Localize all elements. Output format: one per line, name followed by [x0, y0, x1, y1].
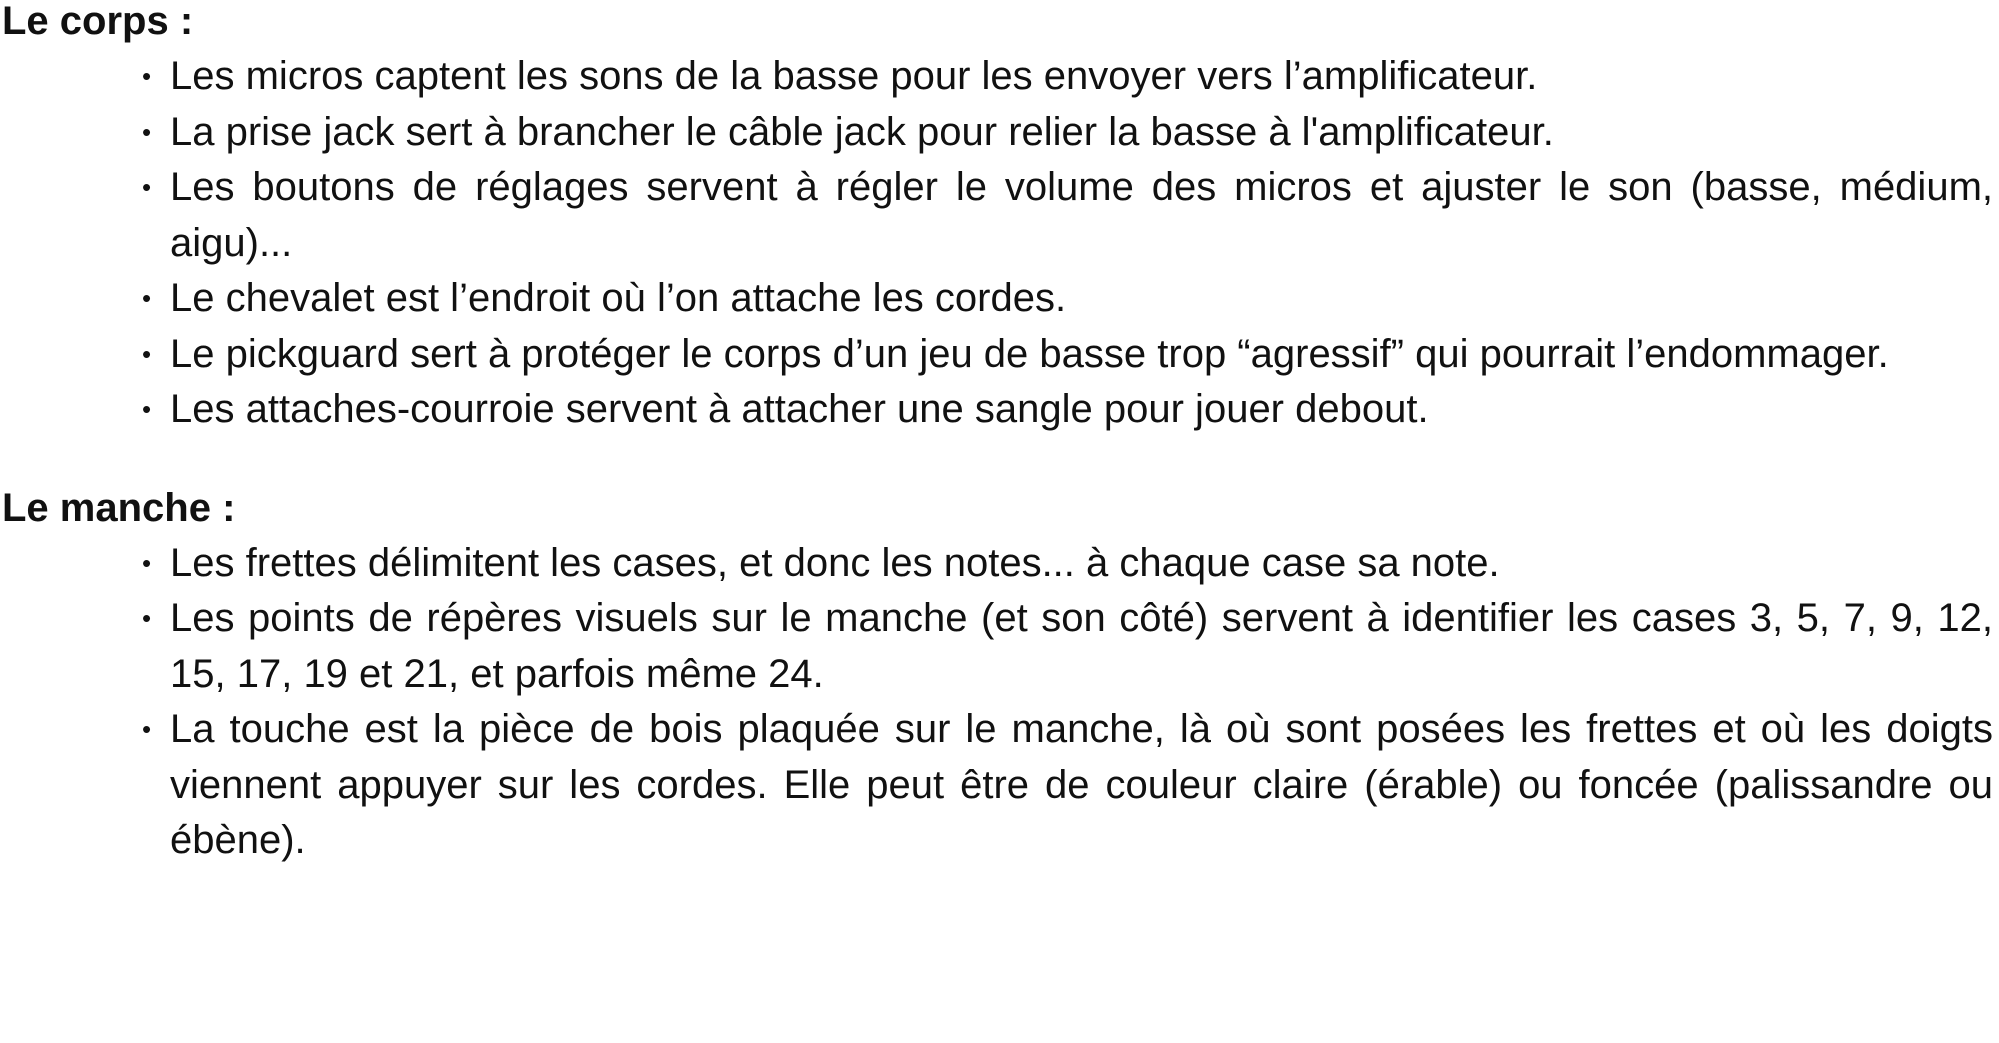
list-item [138, 327, 1993, 383]
list-item-text: La prise jack sert à brancher le câble jack pour relier la basse à l'amplificateur. [170, 109, 1554, 154]
list-item-text: Le chevalet est l’endroit où l’on attache les cordes. [170, 276, 1067, 320]
section-heading-corps: Le corps : [2, 0, 194, 43]
bullet-list-manche [138, 536, 1993, 869]
bullet-list-corps [138, 49, 1993, 438]
list-item [138, 160, 1993, 271]
list-item [138, 382, 1993, 438]
bullet-icon: • [142, 547, 152, 578]
bullet-icon: • [142, 61, 152, 91]
list-item [138, 49, 1993, 105]
bullet-icon: • [142, 394, 152, 424]
list-item [138, 536, 1993, 592]
list-item-text: Les points de répères visuels sur le manche (et son côté) servent à identifier les cases 3, 5, 7, 9, 12, 15, 17, 19 et 21, et parfois même 24. [170, 596, 1993, 696]
bullet-icon: • [142, 714, 152, 744]
bullet-icon: • [142, 172, 152, 202]
list-item-text: Les attaches-courroie servent à attacher une sangle pour jouer debout. [170, 387, 1429, 431]
list-item-text: Les micros captent les sons de la basse pour les envoyer vers l’amplificateur. [170, 54, 1538, 98]
list-item-text: Les boutons de réglages servent à régler le volume des micros et ajuster le son (basse, médium, aigu)... [170, 165, 1993, 265]
list-item [138, 271, 1993, 327]
bullet-icon: • [142, 603, 152, 633]
list-item-text: Le pickguard sert à protéger le corps d’un jeu de basse trop “agressif” qui pourrait l’endommager. [170, 331, 1889, 376]
list-item-text: La touche est la pièce de bois plaquée sur le manche, là où sont posées les frettes et où les doigts viennent appuyer sur les cordes. Elle peut être de couleur claire (érable) ou foncée (palissandre ou ébène). [170, 707, 1993, 862]
section-heading-manche: Le manche : [2, 485, 236, 530]
bullet-icon: • [142, 338, 152, 369]
list-item [138, 702, 1993, 869]
list-item [138, 591, 1993, 702]
bullet-icon: • [142, 283, 152, 313]
list-item [138, 105, 1993, 161]
bullet-icon: • [142, 116, 152, 147]
list-item-text: Les frettes délimitent les cases, et donc les notes... à chaque case sa note. [170, 540, 1500, 585]
